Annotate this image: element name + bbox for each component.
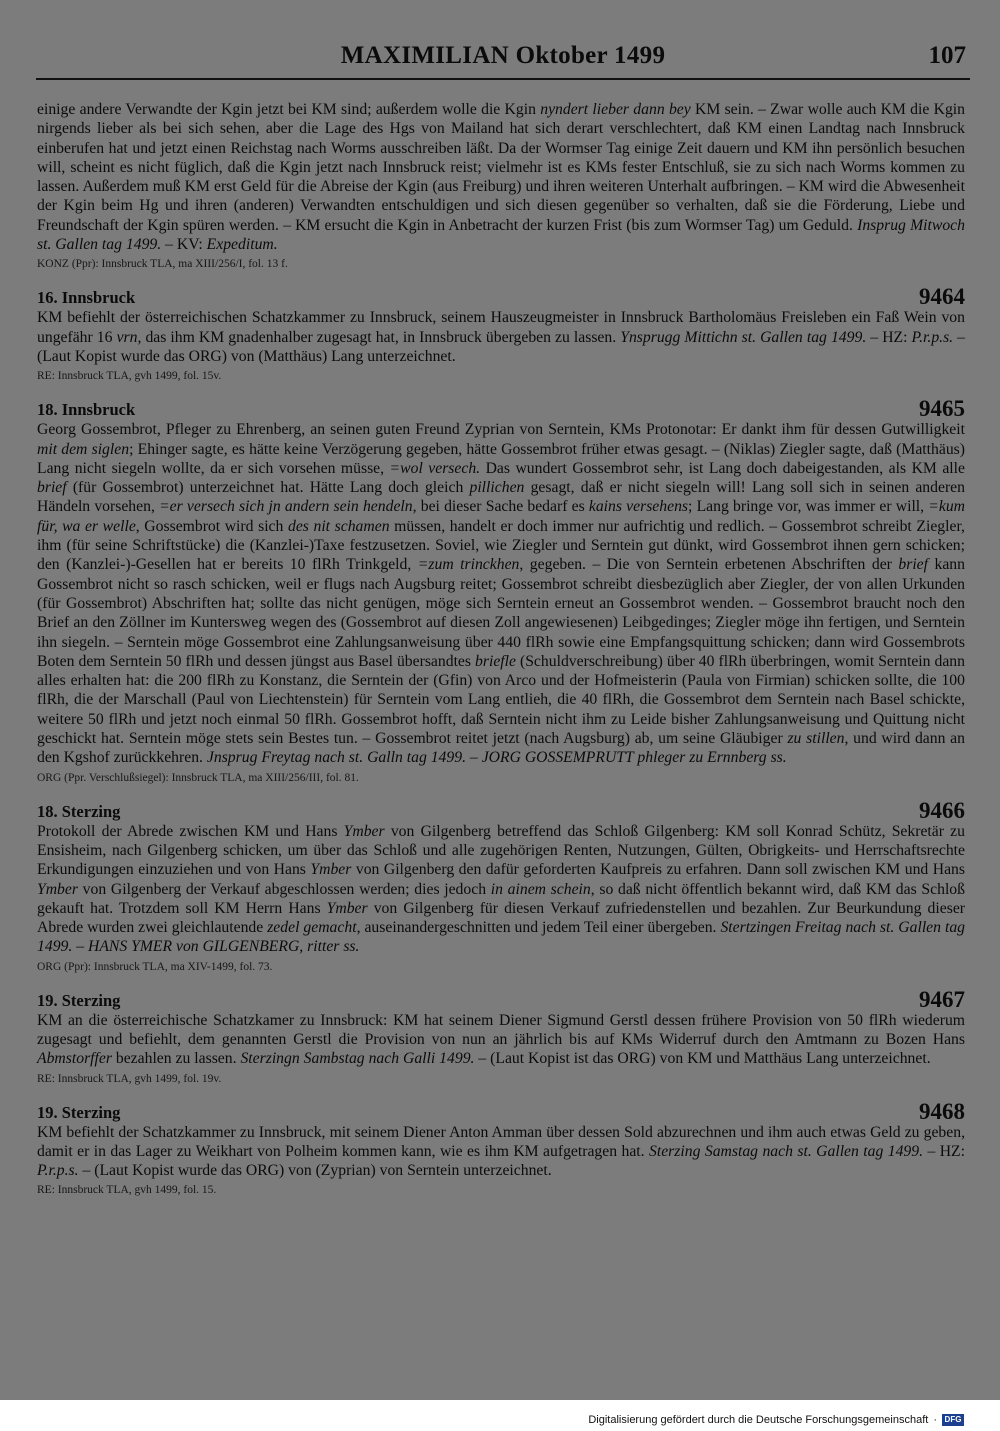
entry-source: ORG (Ppr): Innsbruck TLA, ma XIV-1499, fol. 73.	[37, 960, 273, 973]
entry-date: 19. Sterzing	[37, 990, 121, 1010]
continuation-entry	[37, 100, 965, 271]
footer: Digitalisierung gefördert durch die Deutsche Forschungsgemeinschaft · DFG	[588, 1414, 964, 1426]
page-number: 107	[928, 42, 966, 69]
page-content	[37, 100, 965, 1197]
entry-body: KM an die österreichische Schatzkamer zu Innsbruck: KM hat seinem Diener Sigmund Gerstl dessen frühere Provision von 50 flRh wiederum zugesagt und befiehlt, dem genannten Gerstl die Provision von nun an jährlich bis auf KMs Widerruf durch den Amtmann zu Bozen Hans Abmstorffer bezahlen zu lassen. Sterzingn Sambstag nach Galli 1499. – (Laut Kopist ist das ORG) von KM und Matthäus Lang unterzeichnet.	[37, 1011, 965, 1068]
regest-entry	[37, 798, 965, 974]
running-header	[36, 42, 970, 80]
entry-date: 18. Innsbruck	[37, 400, 136, 420]
footer-text: Digitalisierung gefördert durch die Deutsche Forschungsgemeinschaft	[588, 1414, 929, 1426]
entry-source: RE: Innsbruck TLA, gvh 1499, fol. 15v.	[37, 370, 222, 383]
entry-number: 9464	[919, 284, 965, 310]
entry-body: Protokoll der Abrede zwischen KM und Hans Ymber von Gilgenberg betreffend das Schloß Gilgenberg: KM soll Konrad Schütz, Sekretär zu Ensisheim, nach Gilgenberg schicken, um über das Schloß und alle zugehörigen Renten, Nutzungen, Gülten, Obrigkeits- und Herrschaftsrechte Erkundigungen einzuziehen und von Hans Ymber von Gilgenberg den dafür geforderten Kaufpreis zu erfahren. Dann soll zwischen KM und Hans Ymber von Gilgenberg der Verkauf abgeschlossen werden; dies jedoch in ainem schein, so daß nicht öffentlich bekannt wird, daß KM das Schloß gekauft hat. Trotzdem soll KM Herrn Hans Ymber von Gilgenberg für diesen Verkauf zufriedenstellen und bezahlen. Zur Beurkundung dieser Abrede wurden zwei gleichlautende zedel gemacht, auseinandergeschnitten und jedem Teil einer übergeben. Stertzingen Freitag nach st. Gallen tag 1499. – HANS YMER von GILGENBERG, ritter ss.	[37, 822, 966, 956]
entry-body: einige andere Verwandte der Kgin jetzt bei KM sind; außerdem wolle die Kgin nyndert lieber dann bey KM sein. – Zwar wolle auch KM die Kgin nirgends lieber als bei sich sehen, aber die Lage des Hgs von Mailand hat sich derart verschlechtert, daß KM einen Landtag nach Innsbruck einberufen hat und jetzt einen Reichstag nach Worms ausschreiben läßt. Da der Wormser Tag einige Zeit dauern und KM ihn persönlich besuchen will, scheint es nicht füglich, daß die Kgin jetzt nach Innsbruck reist; vielmehr ist es KMs fester Entschluß, sie zu sich nach Worms kommen zu lassen. Außerdem muß KM erst Geld für die Abreise der Kgin (aus Freiburg) und ihren weiteren Unterhalt aufbringen. – KM wird die Abwesenheit der Kgin beim Hg und ihren (anderen) Verwandten entschuldigen und sich diesen gegenüber so verhalten, daß sie die Förderung, Liebe und Freundschaft der Kgin spüren werden. – KM ersucht die Kgin in Anbetracht der kurzen Frist (bis zum Wormser Tag) um Geduld. Insprug Mitwoch st. Gallen tag 1499. – KV: Expeditum.	[37, 101, 965, 254]
entry-body: Georg Gossembrot, Pfleger zu Ehrenberg, an seinen guten Freund Zyprian von Serntein, KMs Protonotar: Er dankt ihm für dessen Gutwilligkeit mit dem siglen; Ehinger sagte, es hätte keine Verzögerung gegeben, hätte Gossembrot früher etwas gesagt. – (Niklas) Ziegler sagte, daß (Matthäus) Lang nicht siegeln wollte, da er sich vorsehen müsse, =wol versech. Das wundert Gossembrot sehr, ist Lang doch dabeigestanden, als KM alle brief (für Gossembrot) unterzeichnet hat. Hätte Lang doch gleich pillichen gesagt, daß er nicht siegeln will! Lang soll sich in seinen anderen Händeln vorsehen, =er versech sich jn andern sein hendeln, bei dieser Sache bedarf es kains versehens; Lang bringe vor, was immer er will, =kum für, wa er welle, Gossembrot wird sich des nit schamen müssen, handelt er doch immer nur aufrichtig und redlich. – Gossembrot schreibt Ziegler, ihm (für seine Schriftstücke) die (Kanzlei-)Taxe festzusetzen. Soviel, wie Ziegler und Serntein gut dünkt, wird Gossembrot ihnen gern schicken; den (Kanzlei-)-Gesellen hat er bereits 10 flRh Trinkgeld, =zum trinckhen, gegeben. – Die von Serntein erbetenen Abschriften der brief kann Gossembrot nicht so rasch schicken, weil er flugs nach Augsburg reitet; Gossembrot schreibt diesbezüglich aber Ziegler, der von allen Urkunden (für Gossembrot) Abschriften hat; sollte das nicht genügen, möge sich Serntein erneut an Gossembrot wenden. – Gossembrot braucht noch den Brief an den Zöllner im Kuntersweg wegen des (Gossembrot auf diesen Zoll angewiesenen) Leibgedinges; Ziegler möge ihn fertigen, und Serntein ihn siegeln. – Serntein möge Gossembrot eine Zahlungsanweisung über 440 flRh sowie eine Empfangsquittung schicken; dann wird Gossembrots Boten dem Serntein 50 flRh und dessen jüngst aus Basel übersandtes briefle (Schuldverschreibung) über 40 flRh überbringen, womit Serntein dann alles erhalten hat: die 200 flRh zu Konstanz, die Serntein der (Gfin) von Arco und der Hofmeisterin (Paula von Firmian) schicken sollte, die 100 flRh, die der Marschall (Paul von Liechtenstein) für Serntein vom Lang entlieh, die 40 flRh, die Gossembrot dem Serntein nach Basel schickte, weitere 50 flRh und jetzt noch einmal 50 flRh. Gossembrot hofft, daß Serntein nicht ihm zu Leide bisher Zahlungsanweisung und Quittung nicht geschickt hat. Serntein möge stets sein Bestes tun. – Gossembrot reitet jetzt (nach Augsburg) ab, um seine Gläubiger zu stillen, und wird dann an den Kgshof zurückkehren. Jnsprug Freytag nach st. Galln tag 1499. – JORG GOSSEMPRUTT phleger zu Ernnberg ss.	[37, 421, 965, 767]
regest-entry	[37, 284, 965, 383]
entry-body: KM befiehlt der Schatzkammer zu Innsbruck, mit seinem Diener Anton Amman über dessen Sold abzurechnen und ihm auch etwas Geld zu geben, damit er in das Lager zu Weikhart von Polheim kommen kann, wie es ihm KM aufgetragen hat. Sterzing Samstag nach st. Gallen tag 1499. – HZ: P.r.p.s. – (Laut Kopist wurde das ORG) von (Zyprian) von Serntein unterzeichnet.	[37, 1123, 965, 1180]
entry-number: 9468	[919, 1098, 965, 1124]
entry-heading	[37, 987, 965, 1011]
entry-heading	[37, 1099, 965, 1123]
running-title: MAXIMILIAN Oktober 1499	[340, 42, 666, 69]
entry-number: 9466	[919, 797, 965, 823]
entry-source: RE: Innsbruck TLA, gvh 1499, fol. 19v.	[37, 1072, 222, 1085]
entries-list	[37, 284, 965, 1197]
entry-body: KM befiehlt der österreichischen Schatzkammer zu Innsbruck, seinem Hauszeugmeister in Innsbruck Bartholomäus Freisleben ein Faß Wein von ungefähr 16 vrn, das ihm KM gnadenhalber zugesagt hat, in Innsbruck übergeben zu lassen. Ynsprugg Mittichn st. Gallen tag 1499. – HZ: P.r.p.s. – (Laut Kopist wurde das ORG) von (Matthäus) Lang unterzeichnet.	[37, 309, 966, 365]
regest-entry	[37, 1099, 965, 1198]
entry-heading	[37, 284, 965, 308]
entry-heading	[37, 798, 965, 822]
entry-date: 18. Sterzing	[37, 801, 121, 821]
entry-number: 9467	[919, 986, 965, 1012]
entry-heading	[37, 396, 965, 420]
entry-date: 19. Sterzing	[37, 1102, 121, 1122]
regest-entry	[37, 396, 965, 784]
entry-source: KONZ (Ppr): Innsbruck TLA, ma XIII/256/I, fol. 13 f.	[37, 258, 288, 271]
regest-entry	[37, 987, 965, 1086]
entry-number: 9465	[919, 396, 965, 422]
entry-source: ORG (Ppr. Verschlußsiegel): Innsbruck TLA, ma XIII/256/III, fol. 81.	[37, 771, 359, 784]
entry-date: 16. Innsbruck	[37, 288, 136, 308]
dfg-logo-icon: DFG	[942, 1414, 964, 1426]
entry-source: RE: Innsbruck TLA, gvh 1499, fol. 15.	[37, 1184, 217, 1197]
